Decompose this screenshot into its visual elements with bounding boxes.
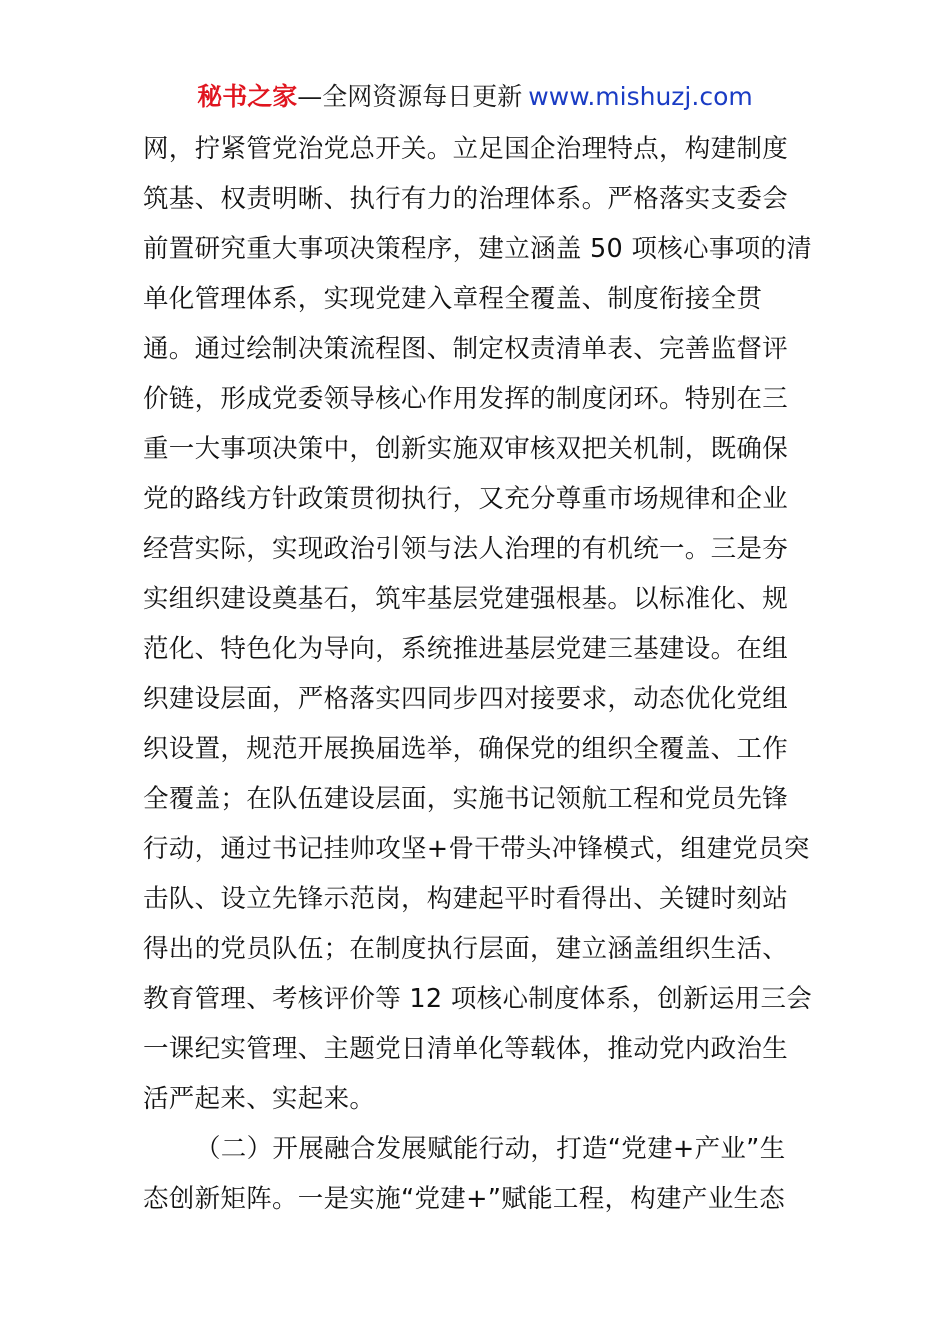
text-line: 范化、特色化为导向，系统推进基层党建三基建设。在组 bbox=[143, 634, 789, 664]
text-line: 织设置，规范开展换届选举，确保党的组织全覆盖、工作 bbox=[143, 734, 789, 764]
text-line: 得出的党员队伍；在制度执行层面，建立涵盖组织生活、 bbox=[143, 934, 789, 964]
text-line: 经营实际，实现政治引领与法人治理的有机统一。三是夯 bbox=[143, 534, 789, 564]
text-line: 击队、设立先锋示范岗，构建起平时看得出、关键时刻站 bbox=[143, 884, 789, 914]
text-line: 织建设层面，严格落实四同步四对接要求，动态优化党组 bbox=[143, 684, 789, 714]
text-line: 全覆盖；在队伍建设层面，实施书记领航工程和党员先锋 bbox=[143, 784, 789, 814]
text-line: 行动，通过书记挂帅攻坚+骨干带头冲锋模式，组建党员突 bbox=[143, 834, 810, 864]
text-line: 价链，形成党委领导核心作用发挥的制度闭环。特别在三 bbox=[143, 384, 789, 414]
section-heading-line: （二）开展融合发展赋能行动，打造“党建+产业”生 bbox=[195, 1134, 786, 1164]
document-body bbox=[143, 124, 813, 1224]
text-line: 教育管理、考核评价等 12 项核心制度体系，创新运用三会 bbox=[143, 984, 813, 1014]
text-line: 活严起来、实起来。 bbox=[143, 1084, 376, 1114]
site-tagline: —全网资源每日更新 bbox=[297, 82, 523, 111]
text-line: 筑基、权责明晰、执行有力的治理体系。严格落实支委会 bbox=[143, 184, 789, 214]
text-line: 前置研究重大事项决策程序，建立涵盖 50 项核心事项的清 bbox=[143, 234, 813, 264]
site-url-link[interactable]: www.mishuzj.com bbox=[528, 82, 753, 111]
text-line: 态创新矩阵。一是实施“党建+”赋能工程，构建产业生态 bbox=[143, 1184, 786, 1214]
text-line: 单化管理体系，实现党建入章程全覆盖、制度衔接全贯 bbox=[143, 284, 763, 314]
site-header bbox=[0, 80, 950, 114]
text-line: 党的路线方针政策贯彻执行，又充分尊重市场规律和企业 bbox=[143, 484, 789, 514]
text-line: 重一大事项决策中，创新实施双审核双把关机制，既确保 bbox=[143, 434, 789, 464]
text-line: 网，拧紧管党治党总开关。立足国企治理特点，构建制度 bbox=[143, 134, 789, 164]
site-brand: 秘书之家 bbox=[197, 82, 298, 111]
text-line: 通。通过绘制决策流程图、制定权责清单表、完善监督评 bbox=[143, 334, 789, 364]
text-line: 一课纪实管理、主题党日清单化等载体，推动党内政治生 bbox=[143, 1034, 789, 1064]
text-line: 实组织建设奠基石，筑牢基层党建强根基。以标准化、规 bbox=[143, 584, 789, 614]
